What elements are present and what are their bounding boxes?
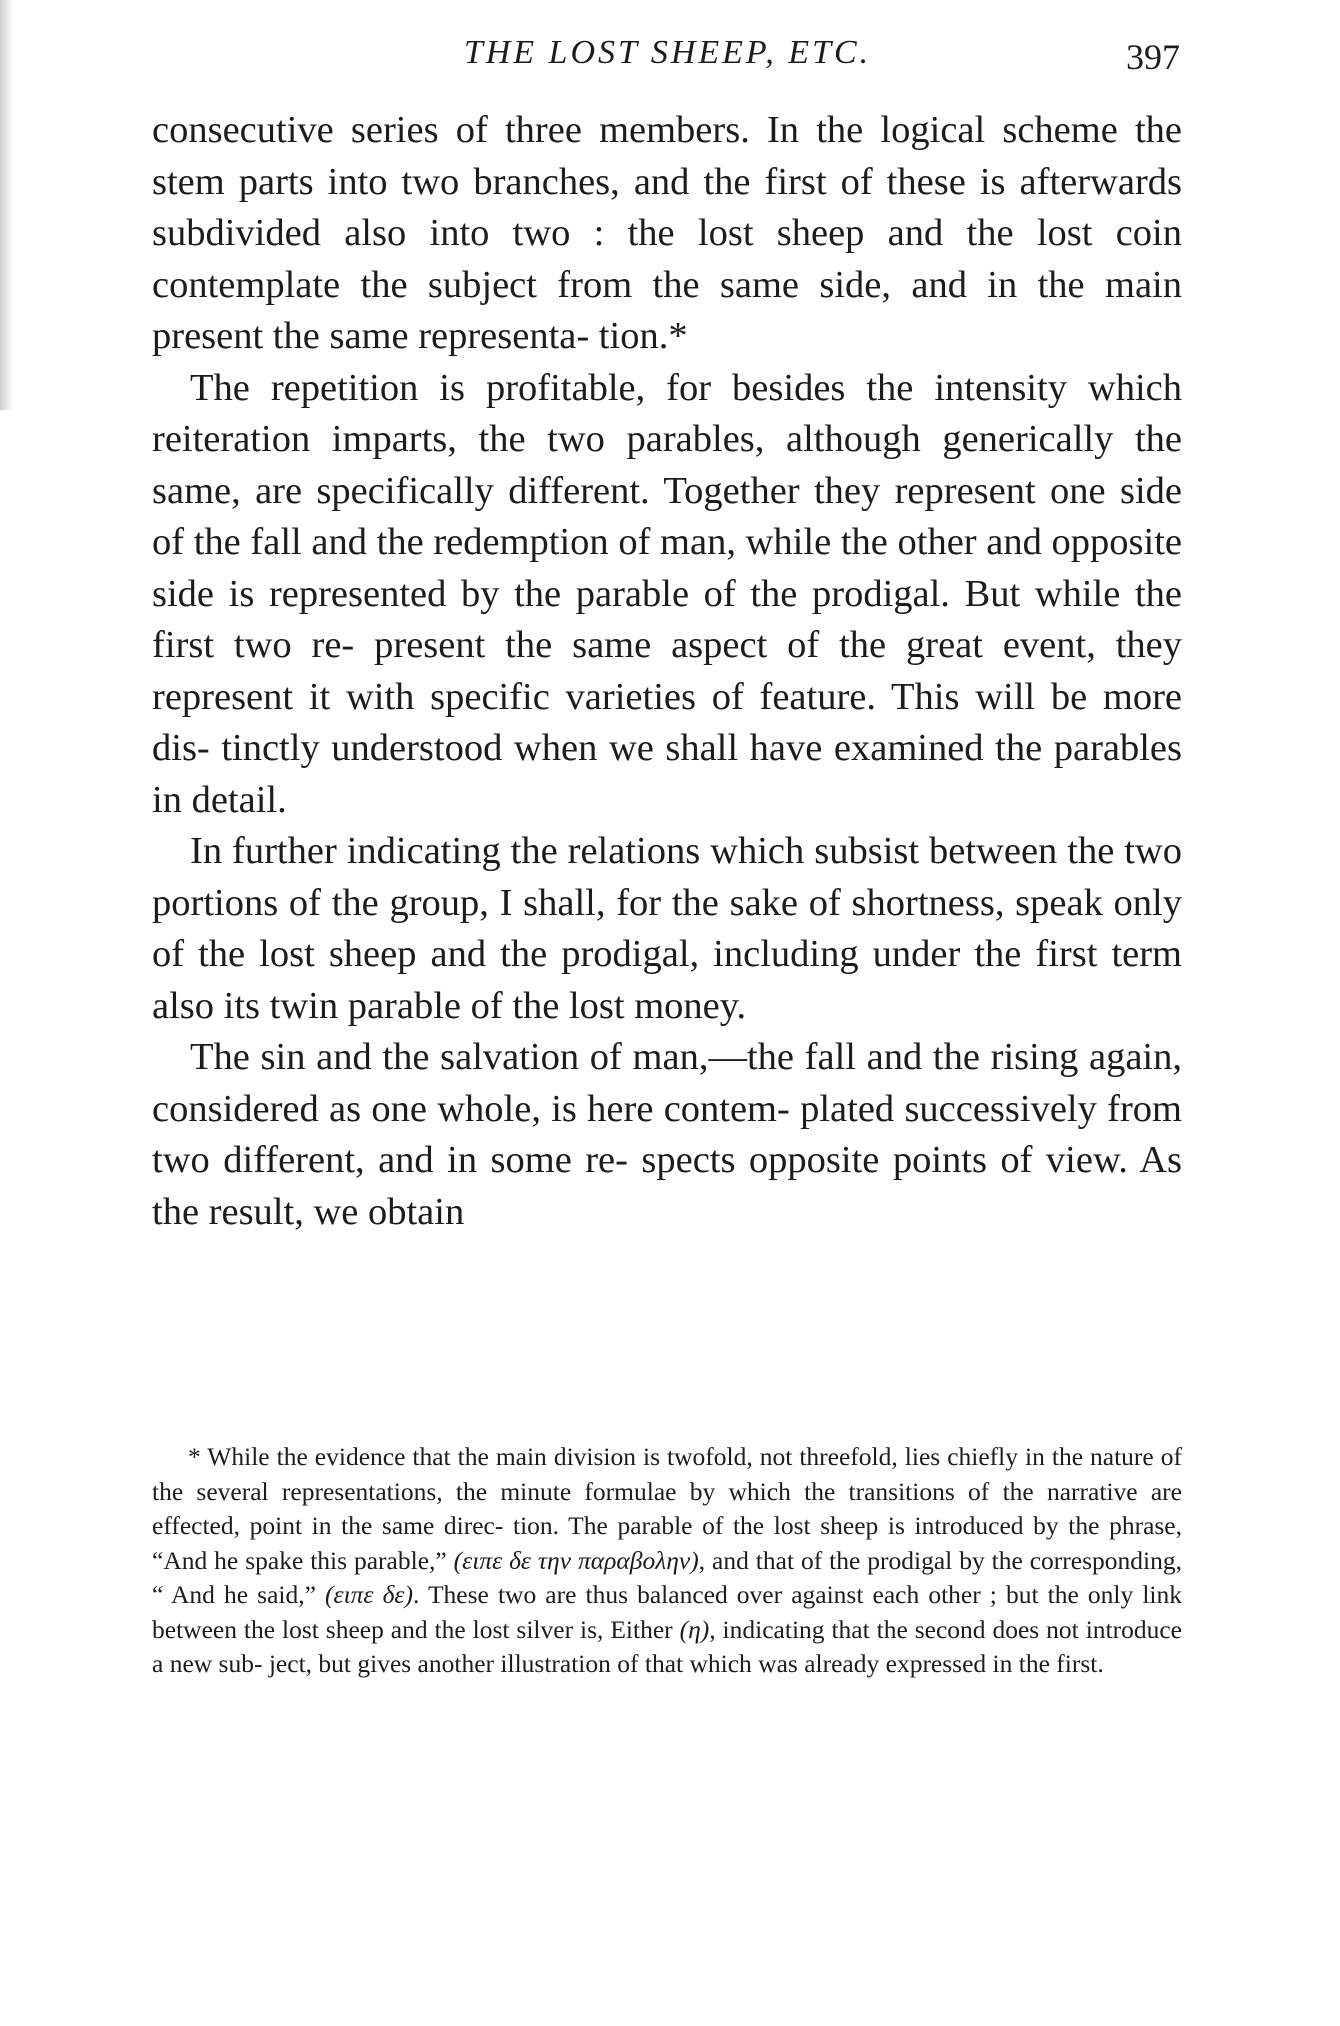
paragraph-3: In further indicating the relations which subsist between the two portions of the group, I shall, for the sake of shortness, speak only of the lost sheep and the prodigal, including under the first term also its twin parable of the lost money. (152, 830, 1182, 1027)
page-header (155, 30, 1180, 80)
footnote-greek-1: (ειπε δε την παραβολην) (453, 1545, 699, 1575)
paragraph-4: The sin and the salvation of man,—the fall and the rising again, considered as one whole, is here contem- plated successively from two different, and in some re- spects opposite points of view. As the result, we obtain (152, 1036, 1182, 1233)
page-number: 397 (1126, 37, 1180, 77)
body-text (152, 105, 1182, 1238)
footnote-part-1: * While the evidence that the main division is twofold, not threefold, lies chiefly in the nature of the several representations, the minute formulae by which the transitions of the narrative are effected, point in the same direc- tion. The parable of the lost sheep is introduced by the phrase, “And he spake this parable,” (152, 1442, 1182, 1575)
binding-shadow (0, 0, 14, 410)
paragraph-1: consecutive series of three members. In the logical scheme the stem parts into two branches, and the first of these is afterwards subdivided also into two : the lost sheep and the lost coin contemplate the subject from the same side, and in the main present the same representa- tion.* (152, 109, 1182, 357)
footnote (152, 1440, 1182, 1682)
footnote-greek-2: (ειπε δε) (325, 1580, 413, 1609)
footnote-text (152, 1440, 1182, 1682)
footnote-part-4: , indicating that the second does not introduce a new sub- ject, but gives another illustration of that which was already expressed in the first. (152, 1614, 1182, 1678)
paragraph-2: The repetition is profitable, for besides the intensity which reiteration imparts, the two parables, although generically the same, are specifically different. Together they represent one side of the fall and the redemption of man, while the other and opposite side is represented by the parable of the prodigal. But while the first two re- present the same aspect of the great event, they represent it with specific varieties of feature. This will be more dis- tinctly understood when we shall have examined the parables in detail. (152, 366, 1182, 821)
footnote-greek-3: (η) (679, 1614, 710, 1644)
footnote-part-3: . These two are thus balanced over against each other ; but the only link between the lost sheep and the lost silver is, Either (152, 1580, 1182, 1644)
running-title: THE LOST SHEEP, ETC. (463, 34, 872, 71)
footnote-part-2: , and that of the prodigal by the corresponding, “ And he said,” (152, 1545, 1182, 1609)
